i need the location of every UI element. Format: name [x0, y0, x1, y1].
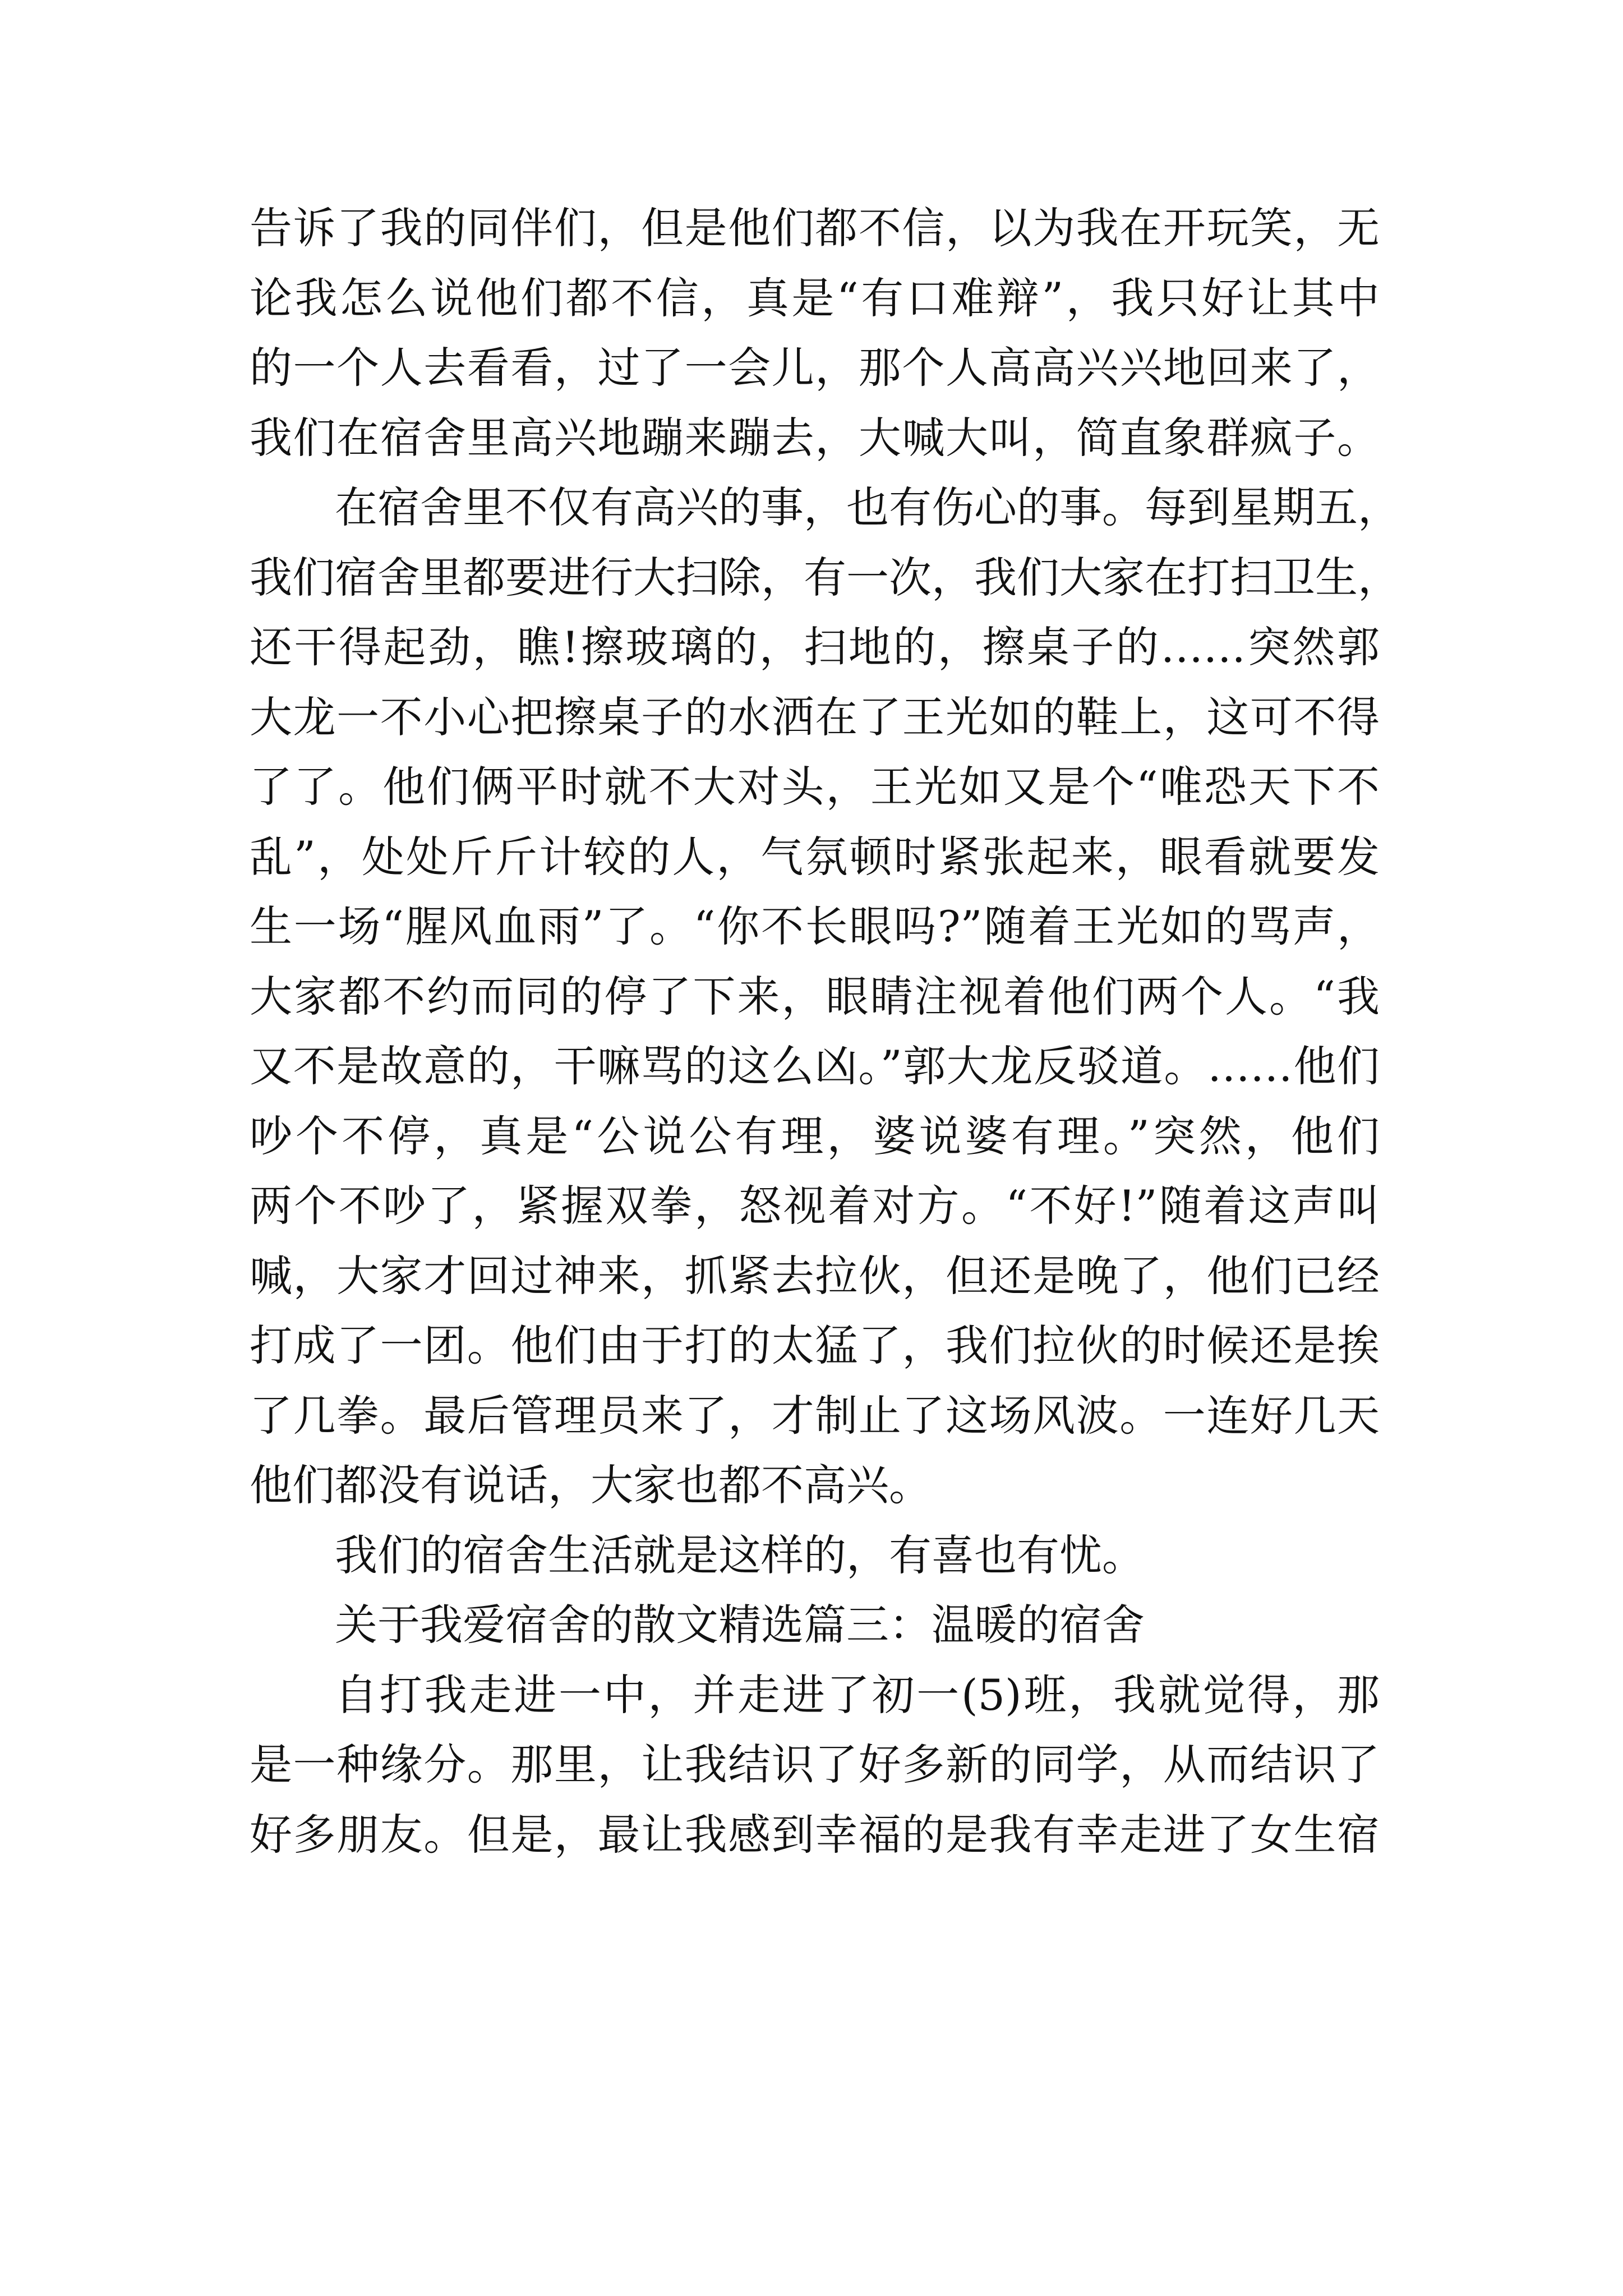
text-line: 在宿舍里不仅有高兴的事，也有伤心的事。每到星期五， — [335, 482, 1400, 532]
document-body — [250, 194, 1400, 1870]
text-line: 论我怎么说他们都不信，真是“有口难辩”，我只好让其中 — [250, 273, 1380, 323]
section-heading — [250, 1590, 1380, 1660]
text-line: 生一场“腥风血雨”了。“你不长眼吗?”随着王光如的骂声， — [250, 901, 1380, 951]
text-line: 乱”，处处斤斤计较的人，气氛顿时紧张起来，眼看就要发 — [250, 831, 1380, 882]
text-line: 两个不吵了，紧握双拳，怒视着对方。“不好!”随着这声叫 — [250, 1181, 1380, 1231]
text-line: 吵个不停，真是“公说公有理，婆说婆有理。”突然，他们 — [250, 1111, 1380, 1161]
paragraph-3 — [250, 1521, 1380, 1591]
text-line: 大家都不约而同的停了下来，眼睛注视着他们两个人。“我 — [250, 971, 1380, 1022]
text-line: 大龙一不小心把擦桌子的水洒在了王光如的鞋上，这可不得 — [250, 692, 1380, 742]
text-line: 了了。他们俩平时就不大对头，王光如又是个“唯恐天下不 — [250, 762, 1380, 812]
text-line: 我们的宿舍生活就是这样的，有喜也有忧。 — [335, 1530, 1145, 1580]
text-line: 自打我走进一中，并走进了初一(5)班，我就觉得，那 — [335, 1669, 1380, 1720]
text-line: 告诉了我的同伴们，但是他们都不信，以为我在开玩笑，无 — [250, 203, 1380, 253]
paragraph-5 — [250, 1660, 1380, 1870]
text-line: 打成了一团。他们由于打的太猛了，我们拉伙的时候还是挨 — [250, 1320, 1380, 1370]
paragraph-1 — [250, 194, 1380, 473]
heading-line: 关于我爱宿舍的散文精选篇三：温暖的宿舍 — [335, 1600, 1145, 1650]
text-line: 是一种缘分。那里，让我结识了好多新的同学，从而结识了 — [250, 1740, 1380, 1789]
text-line: 的一个人去看看，过了一会儿，那个人高高兴兴地回来了， — [250, 343, 1380, 393]
text-line: 了几拳。最后管理员来了，才制止了这场风波。一连好几天 — [250, 1390, 1380, 1441]
text-line: 好多朋友。但是，最让我感到幸福的是我有幸走进了女生宿 — [250, 1809, 1380, 1860]
text-line: 他们都没有说话，大家也都不高兴。 — [250, 1460, 932, 1510]
text-line: 我们宿舍里都要进行大扫除，有一次，我们大家在打扫卫生， — [250, 552, 1400, 602]
text-line: 又不是故意的，干嘛骂的这么凶。”郭大龙反驳道。……他们 — [250, 1041, 1380, 1091]
text-line: 还干得起劲，瞧!擦玻璃的，扫地的，擦桌子的……突然郭 — [250, 622, 1380, 672]
paragraph-2 — [250, 473, 1400, 1521]
text-line: 我们在宿舍里高兴地蹦来蹦去，大喊大叫，简直象群疯子。 — [250, 412, 1380, 463]
text-line: 喊，大家才回过神来，抓紧去拉伙，但还是晚了，他们已经 — [250, 1250, 1380, 1301]
